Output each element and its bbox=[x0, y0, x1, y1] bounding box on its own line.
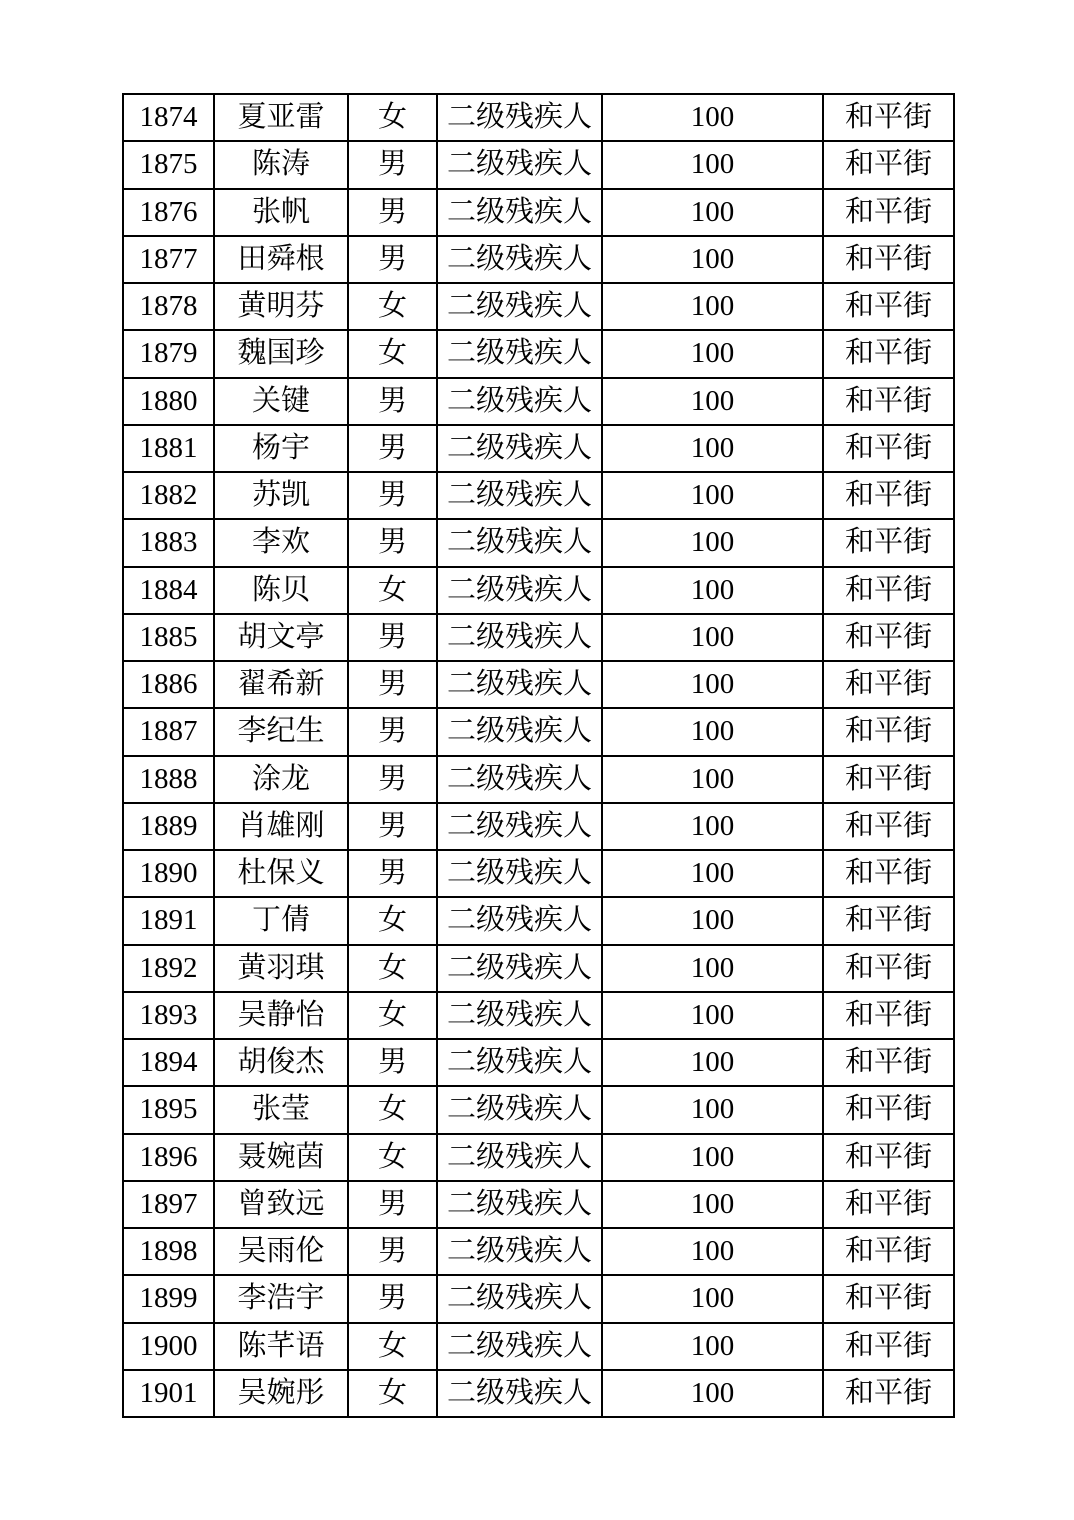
cell-street: 和平街 bbox=[823, 614, 954, 661]
cell-name: 黄明芬 bbox=[214, 283, 348, 330]
cell-gender: 男 bbox=[348, 189, 437, 236]
cell-amount: 100 bbox=[602, 1039, 823, 1086]
cell-amount: 100 bbox=[602, 1086, 823, 1133]
cell-amount: 100 bbox=[602, 567, 823, 614]
table-body bbox=[123, 94, 954, 1417]
cell-street: 和平街 bbox=[823, 1086, 954, 1133]
table-row bbox=[123, 850, 954, 897]
cell-gender: 男 bbox=[348, 472, 437, 519]
cell-serial: 1899 bbox=[123, 1275, 214, 1322]
cell-category: 二级残疾人 bbox=[437, 708, 602, 755]
cell-street: 和平街 bbox=[823, 378, 954, 425]
cell-name: 李纪生 bbox=[214, 708, 348, 755]
cell-amount: 100 bbox=[602, 1370, 823, 1417]
cell-street: 和平街 bbox=[823, 897, 954, 944]
cell-name: 张帆 bbox=[214, 189, 348, 236]
cell-category: 二级残疾人 bbox=[437, 1228, 602, 1275]
table-row bbox=[123, 1228, 954, 1275]
cell-amount: 100 bbox=[602, 614, 823, 661]
table-row bbox=[123, 1086, 954, 1133]
cell-name: 陈贝 bbox=[214, 567, 348, 614]
table-row bbox=[123, 1275, 954, 1322]
roster-table bbox=[122, 93, 953, 1418]
table-row bbox=[123, 236, 954, 283]
cell-category: 二级残疾人 bbox=[437, 756, 602, 803]
cell-name: 涂龙 bbox=[214, 756, 348, 803]
cell-category: 二级残疾人 bbox=[437, 1134, 602, 1181]
cell-street: 和平街 bbox=[823, 283, 954, 330]
table-row bbox=[123, 1370, 954, 1417]
cell-serial: 1881 bbox=[123, 425, 214, 472]
cell-category: 二级残疾人 bbox=[437, 1181, 602, 1228]
cell-amount: 100 bbox=[602, 945, 823, 992]
cell-street: 和平街 bbox=[823, 330, 954, 377]
cell-serial: 1891 bbox=[123, 897, 214, 944]
cell-amount: 100 bbox=[602, 756, 823, 803]
cell-street: 和平街 bbox=[823, 1039, 954, 1086]
cell-name: 胡俊杰 bbox=[214, 1039, 348, 1086]
cell-gender: 男 bbox=[348, 756, 437, 803]
cell-gender: 女 bbox=[348, 945, 437, 992]
cell-street: 和平街 bbox=[823, 472, 954, 519]
cell-category: 二级残疾人 bbox=[437, 1086, 602, 1133]
cell-serial: 1888 bbox=[123, 756, 214, 803]
cell-name: 聂婉茵 bbox=[214, 1134, 348, 1181]
cell-category: 二级残疾人 bbox=[437, 141, 602, 188]
cell-gender: 男 bbox=[348, 661, 437, 708]
cell-amount: 100 bbox=[602, 378, 823, 425]
cell-street: 和平街 bbox=[823, 94, 954, 141]
cell-street: 和平街 bbox=[823, 519, 954, 566]
cell-serial: 1874 bbox=[123, 94, 214, 141]
cell-amount: 100 bbox=[602, 992, 823, 1039]
cell-serial: 1885 bbox=[123, 614, 214, 661]
cell-street: 和平街 bbox=[823, 425, 954, 472]
cell-serial: 1884 bbox=[123, 567, 214, 614]
cell-serial: 1878 bbox=[123, 283, 214, 330]
cell-amount: 100 bbox=[602, 1323, 823, 1370]
cell-serial: 1894 bbox=[123, 1039, 214, 1086]
cell-name: 曾致远 bbox=[214, 1181, 348, 1228]
cell-gender: 女 bbox=[348, 1323, 437, 1370]
cell-name: 翟希新 bbox=[214, 661, 348, 708]
cell-serial: 1898 bbox=[123, 1228, 214, 1275]
cell-gender: 男 bbox=[348, 1039, 437, 1086]
table-row bbox=[123, 1134, 954, 1181]
cell-gender: 男 bbox=[348, 803, 437, 850]
cell-street: 和平街 bbox=[823, 567, 954, 614]
cell-gender: 女 bbox=[348, 1370, 437, 1417]
cell-category: 二级残疾人 bbox=[437, 803, 602, 850]
table-row bbox=[123, 330, 954, 377]
cell-street: 和平街 bbox=[823, 803, 954, 850]
cell-gender: 男 bbox=[348, 708, 437, 755]
cell-name: 关键 bbox=[214, 378, 348, 425]
cell-street: 和平街 bbox=[823, 1181, 954, 1228]
table-row bbox=[123, 992, 954, 1039]
cell-amount: 100 bbox=[602, 519, 823, 566]
table-row bbox=[123, 94, 954, 141]
cell-gender: 女 bbox=[348, 897, 437, 944]
cell-gender: 男 bbox=[348, 378, 437, 425]
cell-gender: 男 bbox=[348, 1275, 437, 1322]
cell-street: 和平街 bbox=[823, 756, 954, 803]
cell-gender: 男 bbox=[348, 425, 437, 472]
cell-category: 二级残疾人 bbox=[437, 236, 602, 283]
cell-category: 二级残疾人 bbox=[437, 1275, 602, 1322]
cell-category: 二级残疾人 bbox=[437, 661, 602, 708]
cell-amount: 100 bbox=[602, 330, 823, 377]
table-row bbox=[123, 567, 954, 614]
cell-amount: 100 bbox=[602, 425, 823, 472]
table-row bbox=[123, 803, 954, 850]
table-row bbox=[123, 708, 954, 755]
cell-category: 二级残疾人 bbox=[437, 850, 602, 897]
cell-street: 和平街 bbox=[823, 189, 954, 236]
table-row bbox=[123, 945, 954, 992]
cell-street: 和平街 bbox=[823, 661, 954, 708]
cell-serial: 1875 bbox=[123, 141, 214, 188]
table-row bbox=[123, 1181, 954, 1228]
cell-gender: 女 bbox=[348, 992, 437, 1039]
cell-name: 李浩宇 bbox=[214, 1275, 348, 1322]
cell-amount: 100 bbox=[602, 283, 823, 330]
cell-street: 和平街 bbox=[823, 1275, 954, 1322]
cell-category: 二级残疾人 bbox=[437, 1039, 602, 1086]
cell-name: 吴静怡 bbox=[214, 992, 348, 1039]
cell-street: 和平街 bbox=[823, 141, 954, 188]
cell-serial: 1900 bbox=[123, 1323, 214, 1370]
cell-amount: 100 bbox=[602, 1134, 823, 1181]
table-row bbox=[123, 661, 954, 708]
cell-name: 杜保义 bbox=[214, 850, 348, 897]
cell-category: 二级残疾人 bbox=[437, 567, 602, 614]
table-row bbox=[123, 1039, 954, 1086]
cell-gender: 男 bbox=[348, 519, 437, 566]
cell-category: 二级残疾人 bbox=[437, 992, 602, 1039]
table-row bbox=[123, 189, 954, 236]
cell-name: 吴婉彤 bbox=[214, 1370, 348, 1417]
cell-category: 二级残疾人 bbox=[437, 945, 602, 992]
cell-amount: 100 bbox=[602, 803, 823, 850]
table-row bbox=[123, 472, 954, 519]
cell-amount: 100 bbox=[602, 236, 823, 283]
table-row bbox=[123, 614, 954, 661]
table-row bbox=[123, 425, 954, 472]
cell-gender: 男 bbox=[348, 850, 437, 897]
cell-category: 二级残疾人 bbox=[437, 94, 602, 141]
cell-amount: 100 bbox=[602, 1228, 823, 1275]
cell-amount: 100 bbox=[602, 850, 823, 897]
cell-name: 苏凯 bbox=[214, 472, 348, 519]
cell-category: 二级残疾人 bbox=[437, 378, 602, 425]
cell-amount: 100 bbox=[602, 94, 823, 141]
table-row bbox=[123, 519, 954, 566]
cell-amount: 100 bbox=[602, 661, 823, 708]
cell-serial: 1882 bbox=[123, 472, 214, 519]
cell-street: 和平街 bbox=[823, 708, 954, 755]
cell-category: 二级残疾人 bbox=[437, 897, 602, 944]
cell-serial: 1896 bbox=[123, 1134, 214, 1181]
cell-street: 和平街 bbox=[823, 850, 954, 897]
cell-name: 魏国珍 bbox=[214, 330, 348, 377]
cell-street: 和平街 bbox=[823, 992, 954, 1039]
table-row bbox=[123, 897, 954, 944]
cell-name: 陈涛 bbox=[214, 141, 348, 188]
cell-name: 张莹 bbox=[214, 1086, 348, 1133]
cell-category: 二级残疾人 bbox=[437, 472, 602, 519]
table-row bbox=[123, 378, 954, 425]
cell-gender: 男 bbox=[348, 1228, 437, 1275]
table-row bbox=[123, 1323, 954, 1370]
cell-gender: 女 bbox=[348, 567, 437, 614]
cell-amount: 100 bbox=[602, 897, 823, 944]
cell-street: 和平街 bbox=[823, 1370, 954, 1417]
cell-name: 丁倩 bbox=[214, 897, 348, 944]
cell-serial: 1887 bbox=[123, 708, 214, 755]
cell-category: 二级残疾人 bbox=[437, 189, 602, 236]
cell-gender: 男 bbox=[348, 236, 437, 283]
cell-gender: 男 bbox=[348, 1181, 437, 1228]
cell-category: 二级残疾人 bbox=[437, 1370, 602, 1417]
cell-serial: 1893 bbox=[123, 992, 214, 1039]
cell-serial: 1890 bbox=[123, 850, 214, 897]
cell-category: 二级残疾人 bbox=[437, 330, 602, 377]
cell-serial: 1876 bbox=[123, 189, 214, 236]
cell-category: 二级残疾人 bbox=[437, 1323, 602, 1370]
cell-serial: 1879 bbox=[123, 330, 214, 377]
cell-gender: 男 bbox=[348, 141, 437, 188]
cell-amount: 100 bbox=[602, 472, 823, 519]
table-row bbox=[123, 141, 954, 188]
cell-street: 和平街 bbox=[823, 945, 954, 992]
cell-serial: 1880 bbox=[123, 378, 214, 425]
cell-serial: 1889 bbox=[123, 803, 214, 850]
cell-name: 夏亚雷 bbox=[214, 94, 348, 141]
cell-serial: 1895 bbox=[123, 1086, 214, 1133]
cell-serial: 1892 bbox=[123, 945, 214, 992]
cell-name: 黄羽琪 bbox=[214, 945, 348, 992]
cell-amount: 100 bbox=[602, 141, 823, 188]
cell-name: 吴雨伦 bbox=[214, 1228, 348, 1275]
cell-street: 和平街 bbox=[823, 1228, 954, 1275]
cell-gender: 女 bbox=[348, 330, 437, 377]
cell-gender: 女 bbox=[348, 94, 437, 141]
cell-amount: 100 bbox=[602, 1181, 823, 1228]
cell-serial: 1897 bbox=[123, 1181, 214, 1228]
table-row bbox=[123, 756, 954, 803]
cell-gender: 男 bbox=[348, 614, 437, 661]
cell-street: 和平街 bbox=[823, 1323, 954, 1370]
cell-gender: 女 bbox=[348, 1134, 437, 1181]
cell-amount: 100 bbox=[602, 1275, 823, 1322]
table-row bbox=[123, 283, 954, 330]
cell-name: 肖雄刚 bbox=[214, 803, 348, 850]
cell-name: 杨宇 bbox=[214, 425, 348, 472]
cell-gender: 女 bbox=[348, 1086, 437, 1133]
cell-amount: 100 bbox=[602, 708, 823, 755]
cell-name: 陈芊语 bbox=[214, 1323, 348, 1370]
cell-category: 二级残疾人 bbox=[437, 283, 602, 330]
cell-category: 二级残疾人 bbox=[437, 614, 602, 661]
cell-street: 和平街 bbox=[823, 236, 954, 283]
cell-name: 田舜根 bbox=[214, 236, 348, 283]
cell-name: 李欢 bbox=[214, 519, 348, 566]
roster-table-grid bbox=[122, 93, 955, 1418]
cell-street: 和平街 bbox=[823, 1134, 954, 1181]
cell-category: 二级残疾人 bbox=[437, 425, 602, 472]
cell-gender: 女 bbox=[348, 283, 437, 330]
cell-serial: 1883 bbox=[123, 519, 214, 566]
cell-serial: 1901 bbox=[123, 1370, 214, 1417]
cell-serial: 1886 bbox=[123, 661, 214, 708]
cell-category: 二级残疾人 bbox=[437, 519, 602, 566]
cell-amount: 100 bbox=[602, 189, 823, 236]
cell-name: 胡文亭 bbox=[214, 614, 348, 661]
cell-serial: 1877 bbox=[123, 236, 214, 283]
